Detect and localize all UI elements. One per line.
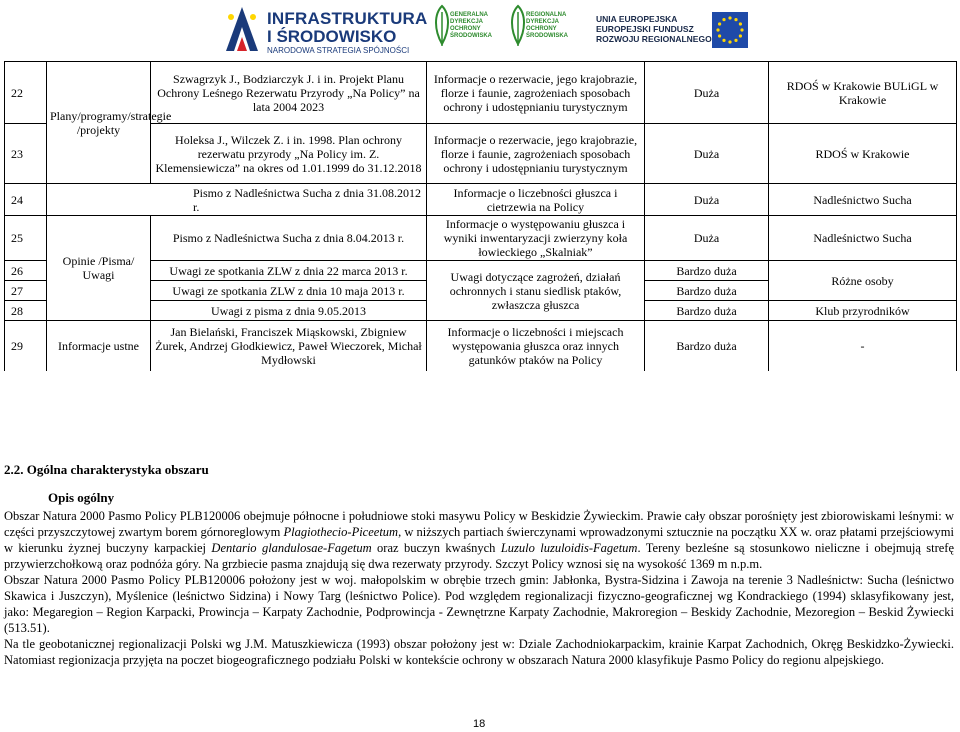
sources-table: [4, 61, 957, 371]
paragraph-text: . Tereny bezleśne są stosunkowo nieliczne i obejmują strefę przywierzchołkową oraz podnóża góry. Na grzbiecie pasma znajdują się dwa rezerwaty przyrody. Szczyt Policy wznosi się na wysokość 1369 m n.p.m.: [4, 541, 955, 571]
leaf-icon: [508, 4, 528, 48]
row-number: 23: [5, 124, 47, 184]
row-number: 25: [5, 216, 47, 261]
rdos-logo: [508, 4, 568, 56]
weight-cell: Duża: [645, 184, 769, 216]
holder-cell: RDOŚ w Krakowie: [769, 124, 957, 184]
info-cell: Uwagi dotyczące zagrożeń, działań ochronnych i stanu siedlisk ptaków, zwłaszcza głuszca: [427, 261, 645, 321]
paragraph: Na tle geobotanicznej regionalizacji Polski wg J.M. Matuszkiewicza (1993) obszar położony jest w: Dziale Zachodniokarpackim, krainie Karpat Zachodnich, Okręg Beskidzko-Żywiecki. Natomiast regionizacja przyjęta na poczet biogeograficznego podziału Polski w kontekście ochrony w obszarach Natura 2000 klasyfikuje Pasmo Policy do regionu alpejskiego.: [4, 637, 954, 667]
infra-title-line1: INFRASTRUKTURA: [267, 9, 428, 28]
info-cell: Informacje o liczebności i miejscach występowania głuszca oraz innych gatunków ptaków na Policy: [427, 321, 645, 371]
row-number: 29: [5, 321, 47, 371]
group-label-opinions: Opinie /Pisma/ Uwagi: [47, 216, 151, 321]
weight-cell: Bardzo duża: [645, 261, 769, 281]
paragraph: Obszar Natura 2000 Pasmo Policy PLB120006 położony jest w woj. małopolskim w obrębie trzech gmin: Jabłonka, Bystra-Sidzina i Zawoja na terenie 3 Nadleśnictw: Sucha (leśnictwo Skawica i Juszczyn), Myślenice (leśnictwo Sidzina) i Nowy Targ (leśnictwo Police). Pod względem regionalizacji fizyczno-geograficznej wg Kondrackiego (1994) sklasyfikowany jest, jako: Megaregion – Region Karpacki, Prowincja – Karpaty Zachodnie, Podprowincja - Zewnętrzne Karpaty Zachodnie, Makroregion – Beskidy Zachodnie, Mezoregion – Beskid Żywiecki (513.51).: [4, 573, 954, 635]
source-cell: Holeksa J., Wilczek Z. i in. 1998. Plan ochrony rezerwatu przyrody „Na Policy im. Z. Klemensiewicza” na okres od 1.01.1999 do 31.12.2018: [151, 124, 427, 184]
info-cell: Informacje o rezerwacie, jego krajobrazie, florze i faunie, zagrożeniach sposobach ochrony i udostępnianiu turystycznym: [427, 124, 645, 184]
section-body: [4, 508, 954, 668]
page-number: 18: [473, 718, 486, 730]
paragraph-text: oraz buczyn kwaśnych: [371, 541, 501, 555]
eu-line1: UNIA EUROPEJSKA: [596, 14, 678, 24]
species-name: Dentario glandulosae-Fagetum: [211, 541, 372, 555]
species-name: Plagiothecio-Piceetum: [283, 525, 399, 539]
info-cell: Informacje o rezerwacie, jego krajobrazie, florze i faunie, zagrożeniach sposobach ochrony i udostępnianiu turystycznym: [427, 62, 645, 124]
paragraph-text: , w niższych partiach świerczynami wprowadzonymi sztucznie na początku XX w. oraz płatami przejściowymi w kierunku żyznej buczyny karpackiej: [4, 525, 954, 555]
holder-cell: -: [769, 321, 957, 371]
source-cell: Uwagi ze spotkania ZLW z dnia 22 marca 2013 r.: [151, 261, 427, 281]
paragraph-text: Obszar Natura 2000 Pasmo Policy PLB120006 obejmuje północne i południowe stoki masywu Policy w Beskidzie Żywieckim. Prawie cały obszar porośnięty jest zbiorowiskami leśnymi: w części przyszczytowej zwartym borem górnoreglowym: [4, 509, 954, 539]
section-subtitle: Opis ogólny: [48, 490, 115, 505]
row-number: 24: [5, 184, 47, 216]
group-label-plans: Plany/programy/strategie /projekty: [47, 62, 151, 184]
holder-cell: Różne osoby: [769, 261, 957, 301]
infrastruktura-flag-icon: [222, 5, 262, 53]
group-label-oral: Informacje ustne: [47, 321, 151, 371]
table-row: [5, 184, 957, 216]
holder-cell: RDOŚ w Krakowie BULiGL w Krakowie: [769, 62, 957, 124]
row-number: 28: [5, 301, 47, 321]
gdos-label: GENERALNA DYREKCJA OCHRONY ŚRODOWISKA: [450, 12, 492, 39]
source-cell: Uwagi z pisma z dnia 9.05.2013: [151, 301, 427, 321]
info-cell: Informacje o występowaniu głuszca i wyniki inwentaryzacji zwierzyny koła łowieckiego „Skalniak”: [427, 216, 645, 261]
infra-title-line2: I ŚRODOWISKO: [267, 27, 397, 46]
info-cell: Informacje o liczebności głuszca i cietrzewia na Policy: [427, 184, 645, 216]
holder-cell: Klub przyrodników: [769, 301, 957, 321]
source-cell: Uwagi ze spotkania ZLW z dnia 10 maja 2013 r.: [151, 281, 427, 301]
source-cell: Pismo z Nadleśnictwa Sucha z dnia 31.08.2012 r.: [47, 184, 427, 216]
weight-cell: Bardzo duża: [645, 281, 769, 301]
eu-fund-text: [596, 14, 712, 44]
eu-line2: EUROPEJSKI FUNDUSZ: [596, 24, 694, 34]
gdos-logo: [432, 4, 492, 56]
leaf-icon: [432, 4, 452, 48]
holder-cell: Nadleśnictwo Sucha: [769, 216, 957, 261]
weight-cell: Bardzo duża: [645, 321, 769, 371]
header-logos: [0, 0, 960, 60]
source-cell: Pismo z Nadleśnictwa Sucha z dnia 8.04.2013 r.: [151, 216, 427, 261]
source-cell: Szwagrzyk J., Bodziarczyk J. i in. Projekt Planu Ochrony Leśnego Rezerwatu Przyrody „Na Policy” na lata 2004 2023: [151, 62, 427, 124]
rdos-label: REGIONALNA DYREKCJA OCHRONY ŚRODOWISKA: [526, 12, 568, 39]
weight-cell: Bardzo duża: [645, 301, 769, 321]
weight-cell: Duża: [645, 216, 769, 261]
row-number: 26: [5, 261, 47, 281]
table-row: [5, 216, 957, 261]
holder-cell: Nadleśnictwo Sucha: [769, 184, 957, 216]
section-title: 2.2. Ogólna charakterystyka obszaru: [4, 462, 209, 477]
infrastruktura-srodowisko-logo: [222, 3, 428, 57]
eu-line3: ROZWOJU REGIONALNEGO: [596, 34, 712, 44]
eu-fund-logo: [596, 10, 746, 52]
paragraph: [4, 508, 954, 572]
infra-subtitle: NARODOWA STRATEGIA SPÓJNOŚCI: [267, 46, 410, 55]
eu-flag-icon: [712, 12, 748, 48]
table-row: [5, 62, 957, 124]
source-cell: Jan Bielański, Franciszek Miąskowski, Zbigniew Żurek, Andrzej Głodkiewicz, Paweł Wieczorek, Michał Mydłowski: [151, 321, 427, 371]
weight-cell: Duża: [645, 124, 769, 184]
row-number: 27: [5, 281, 47, 301]
table-row: [5, 321, 957, 371]
weight-cell: Duża: [645, 62, 769, 124]
species-name: Luzulo luzuloidis-Fagetum: [500, 541, 638, 555]
row-number: 22: [5, 62, 47, 124]
